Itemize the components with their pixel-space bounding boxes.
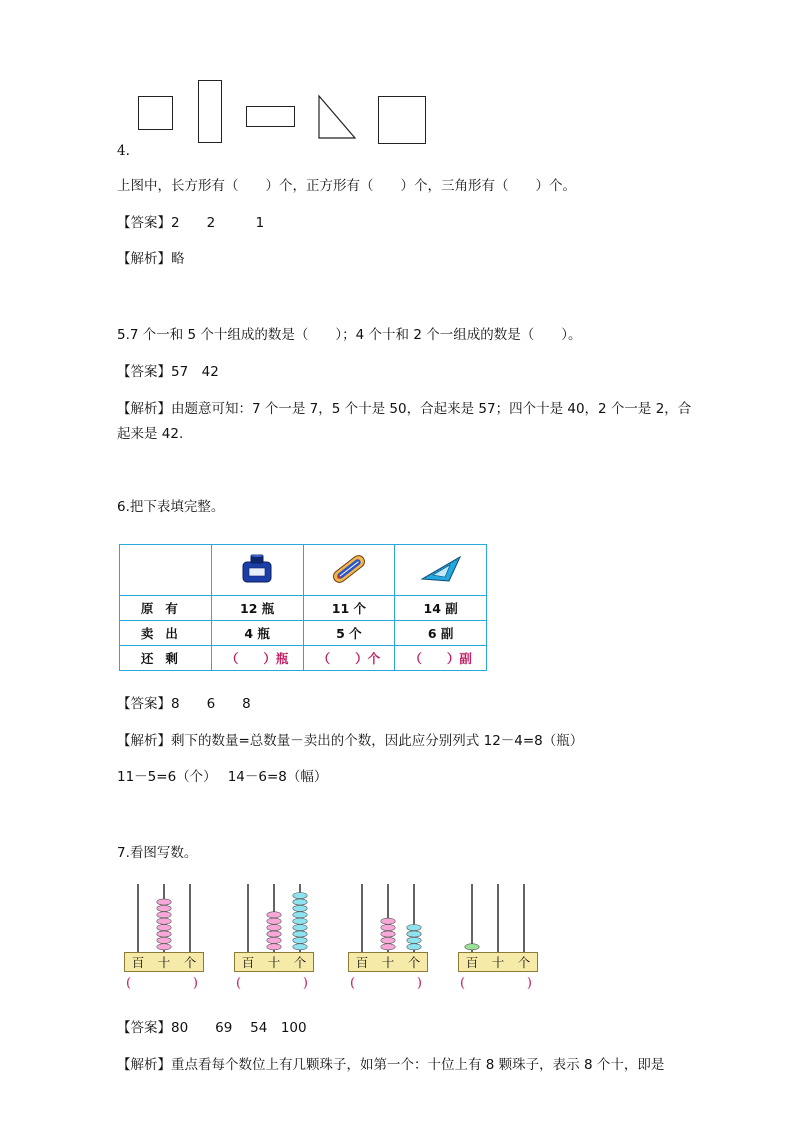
abacus-bead-tens bbox=[157, 899, 171, 905]
paren-close: ) bbox=[192, 976, 198, 991]
abacus-bead-ones bbox=[407, 925, 421, 931]
q6-question: 6.把下表填完整。 bbox=[117, 499, 225, 515]
rectangle-wide bbox=[246, 106, 295, 127]
row-label-sold: 卖出 bbox=[120, 621, 212, 646]
q4-analysis: 【解析】略 bbox=[117, 251, 185, 267]
abacus-bead-tens bbox=[157, 931, 171, 937]
abacus-3 bbox=[348, 876, 428, 996]
abacus-bead-ones bbox=[293, 937, 307, 943]
abacus-bead-tens bbox=[381, 931, 395, 937]
row-label-remaining: 还剩 bbox=[120, 646, 212, 671]
cell-ink-original: 12 瓶 bbox=[211, 596, 303, 621]
abacus-bead-tens bbox=[157, 905, 171, 911]
abacus-bead-tens bbox=[381, 918, 395, 924]
abacus-bead-tens bbox=[381, 925, 395, 931]
abacus-frame bbox=[348, 876, 428, 954]
answer-blank[interactable] bbox=[124, 976, 204, 994]
header-ruler bbox=[395, 545, 487, 596]
answer-blank[interactable] bbox=[458, 976, 538, 994]
q4-number: 4. bbox=[117, 143, 130, 159]
abacus-frame bbox=[124, 876, 204, 954]
abacus-bead-ones bbox=[293, 912, 307, 918]
cell-case-sold: 5 个 bbox=[303, 621, 395, 646]
abacus-frame bbox=[458, 876, 538, 954]
place-label-ones: 个 bbox=[517, 955, 531, 970]
abacus-bead-ones bbox=[407, 931, 421, 937]
header-pencil-case bbox=[303, 545, 395, 596]
abacus-bead-ones bbox=[293, 918, 307, 924]
place-label-tens: 十 bbox=[491, 955, 505, 970]
abacus-bead-ones bbox=[407, 944, 421, 950]
stock-table bbox=[119, 544, 487, 671]
cell-ruler-sold: 6 副 bbox=[395, 621, 487, 646]
abacus-bead-tens bbox=[267, 912, 281, 918]
q5-analysis-line1: 【解析】由题意可知：7 个一是 7，5 个十是 50，合起来是 57；四个十是 40，2 个一是 2，合 bbox=[117, 401, 692, 417]
abacus-bead-tens bbox=[157, 912, 171, 918]
square-small bbox=[138, 96, 173, 130]
paren-open: ( bbox=[126, 976, 132, 991]
paren-close: ) bbox=[302, 976, 308, 991]
abacus-bead-tens bbox=[267, 937, 281, 943]
abacus-bead-hundreds bbox=[465, 944, 479, 950]
abacus-bead-tens bbox=[267, 925, 281, 931]
pencil-case-icon bbox=[328, 553, 370, 585]
place-label-hundreds: 百 bbox=[131, 955, 145, 970]
abacus-bead-tens bbox=[381, 944, 395, 950]
paren-open: ( bbox=[350, 976, 356, 991]
q6-answer: 【答案】8 6 8 bbox=[117, 696, 251, 712]
abacus-bead-ones bbox=[407, 937, 421, 943]
paren-close: ) bbox=[416, 976, 422, 991]
q6-analysis-line2: 11－5=6（个） 14－6=8（幅） bbox=[117, 769, 328, 785]
abacus-bead-ones bbox=[293, 931, 307, 937]
abacus-bead-ones bbox=[293, 899, 307, 905]
place-label-tens: 十 bbox=[157, 955, 171, 970]
place-value-board bbox=[348, 952, 428, 972]
place-label-hundreds: 百 bbox=[465, 955, 479, 970]
paren-open: ( bbox=[236, 976, 242, 991]
abacus-bead-tens bbox=[381, 937, 395, 943]
place-label-hundreds: 百 bbox=[355, 955, 369, 970]
answer-blank[interactable] bbox=[348, 976, 428, 994]
abacus-bead-tens bbox=[157, 937, 171, 943]
header-empty bbox=[120, 545, 212, 596]
answer-blank[interactable] bbox=[234, 976, 314, 994]
place-label-ones: 个 bbox=[407, 955, 421, 970]
abacus-bead-tens bbox=[157, 925, 171, 931]
abacus-4 bbox=[458, 876, 538, 996]
paren-close: ) bbox=[526, 976, 532, 991]
place-label-tens: 十 bbox=[381, 955, 395, 970]
row-label-original: 原有 bbox=[120, 596, 212, 621]
square-large bbox=[378, 96, 426, 144]
paren-open: ( bbox=[460, 976, 466, 991]
q7-answer: 【答案】80 69 54 100 bbox=[117, 1020, 307, 1036]
right-triangle bbox=[317, 94, 357, 140]
cell-ruler-original: 14 副 bbox=[395, 596, 487, 621]
header-ink bbox=[211, 545, 303, 596]
cell-ruler-remaining[interactable]: （ ）副 bbox=[395, 646, 487, 671]
abacus-bead-tens bbox=[267, 918, 281, 924]
place-label-hundreds: 百 bbox=[241, 955, 255, 970]
abacus-bead-ones bbox=[293, 925, 307, 931]
abacus-bead-tens bbox=[157, 944, 171, 950]
cell-ink-remaining[interactable]: （ ）瓶 bbox=[211, 646, 303, 671]
abacus-bead-tens bbox=[267, 931, 281, 937]
rectangle-tall bbox=[198, 80, 222, 143]
place-label-ones: 个 bbox=[183, 955, 197, 970]
q7-analysis: 【解析】重点看每个数位上有几颗珠子，如第一个：十位上有 8 颗珠子，表示 8 个十，即是 bbox=[117, 1057, 665, 1073]
abacus-bead-ones bbox=[293, 905, 307, 911]
q5-question: 5.7 个一和 5 个十组成的数是（ ）；4 个十和 2 个一组成的数是（ ）。 bbox=[117, 327, 582, 343]
q5-answer: 【答案】57 42 bbox=[117, 364, 219, 380]
abacus-bead-tens bbox=[267, 944, 281, 950]
q4-question: 上图中，长方形有（ ）个，正方形有（ ）个，三角形有（ ）个。 bbox=[117, 178, 576, 194]
ink-bottle-icon bbox=[239, 553, 275, 585]
abacus-bead-tens bbox=[157, 918, 171, 924]
q4-answer: 【答案】2 2 1 bbox=[117, 215, 265, 231]
cell-case-remaining[interactable]: （ ）个 bbox=[303, 646, 395, 671]
abacus-2 bbox=[234, 876, 314, 996]
place-value-board bbox=[234, 952, 314, 972]
triangle-ruler-icon bbox=[419, 553, 463, 585]
q6-analysis-line1: 【解析】剩下的数量=总数量－卖出的个数，因此应分别列式 12－4=8（瓶） bbox=[117, 733, 584, 749]
q5-analysis-line2: 起来是 42. bbox=[117, 426, 184, 442]
cell-case-original: 11 个 bbox=[303, 596, 395, 621]
abacus-frame bbox=[234, 876, 314, 954]
place-label-tens: 十 bbox=[267, 955, 281, 970]
place-value-board bbox=[124, 952, 204, 972]
place-label-ones: 个 bbox=[293, 955, 307, 970]
abacus-1 bbox=[124, 876, 204, 996]
q7-question: 7.看图写数。 bbox=[117, 845, 198, 861]
abacus-bead-ones bbox=[293, 893, 307, 899]
abacus-bead-ones bbox=[293, 944, 307, 950]
cell-ink-sold: 4 瓶 bbox=[211, 621, 303, 646]
place-value-board bbox=[458, 952, 538, 972]
